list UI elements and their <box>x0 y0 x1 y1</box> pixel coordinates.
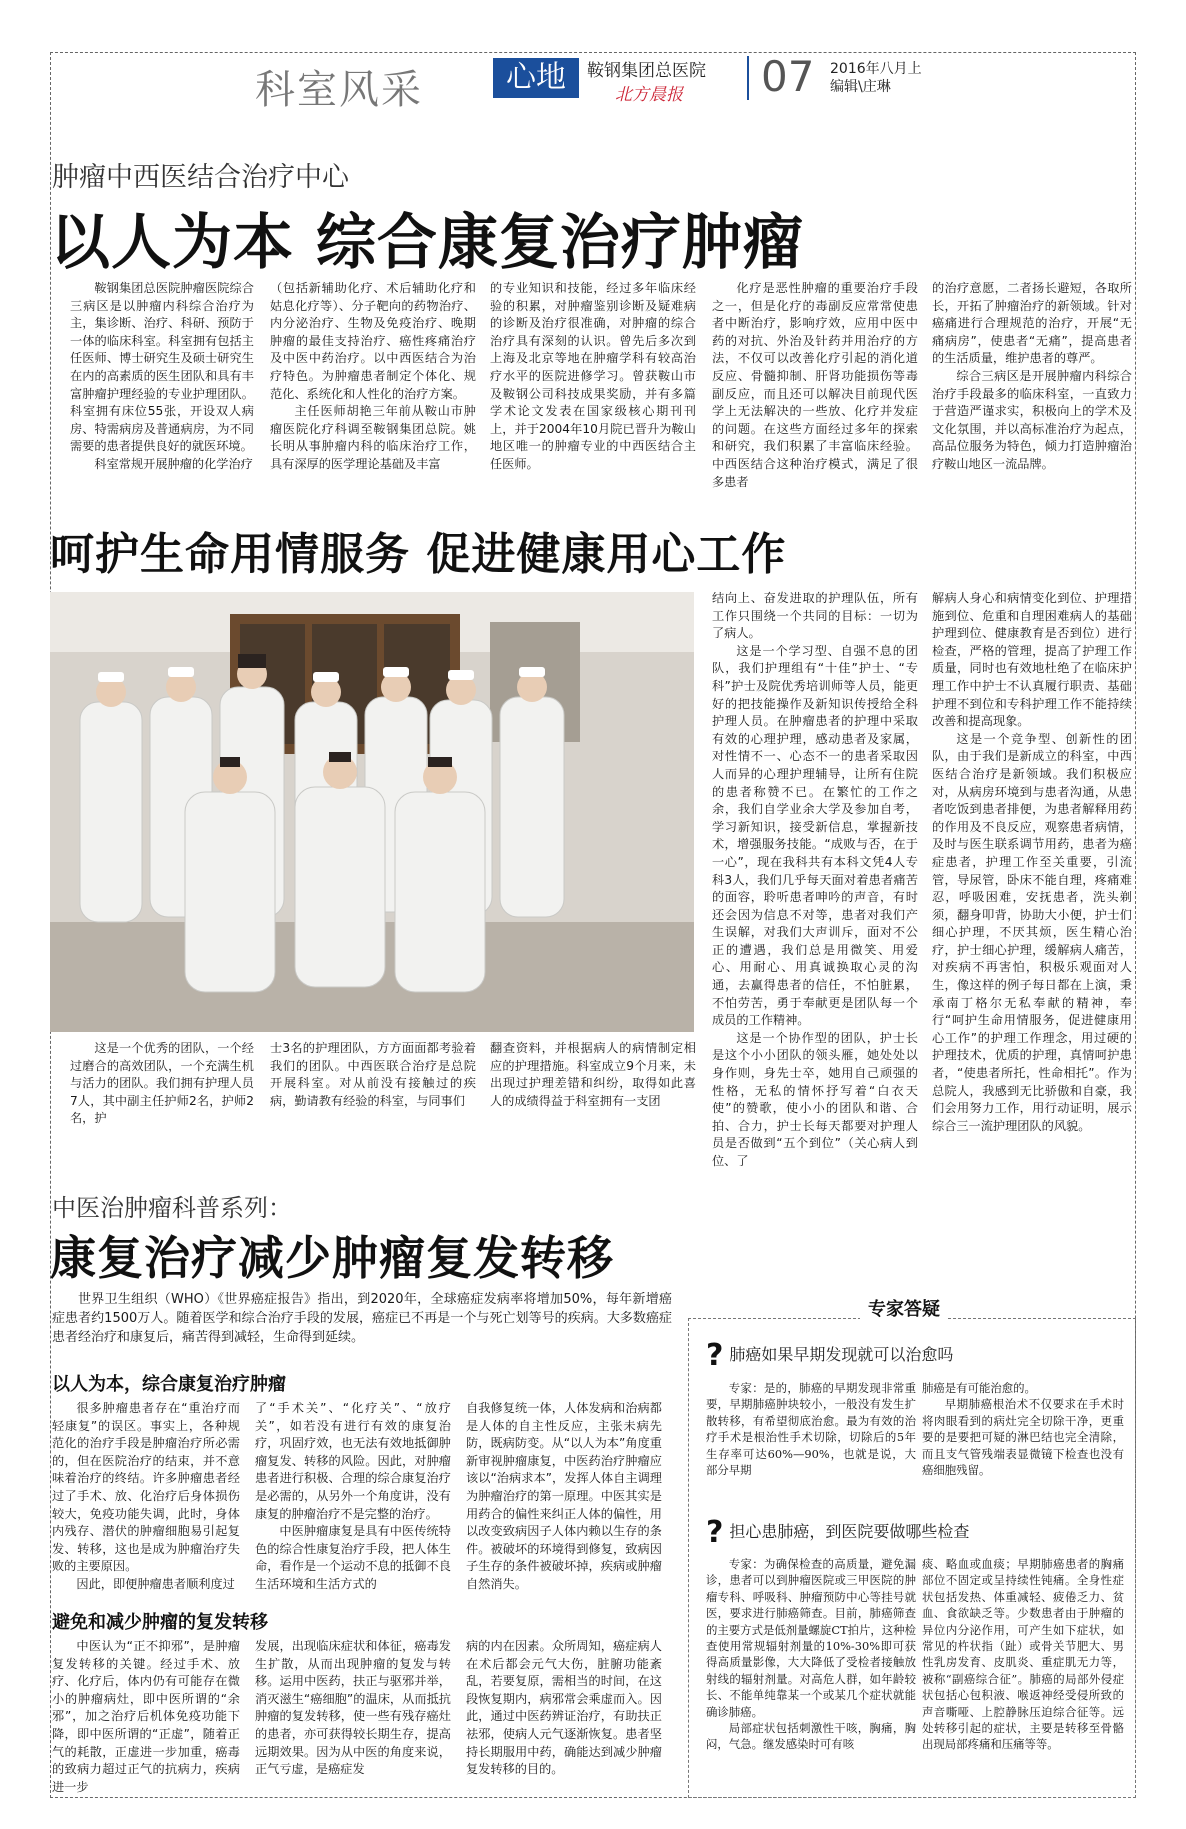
article2-column-5 <box>932 590 1132 1133</box>
paragraph: 发展，出现临床症状和体征，癌毒发生扩散，从而出现肿瘤的复发与转移。运用中医药，扶正与驱邪并举，消灭滋生“癌细胞”的温床，从而抵抗肿瘤的复发转移，使一些有残存癌灶的患者，亦可获得较长期生存，提高远期效果。因为从中医的角度来说，正气亏虚，是癌症发 <box>255 1639 451 1777</box>
article3-section1-column-2 <box>255 1400 451 1596</box>
team-photo <box>50 592 694 1032</box>
paragraph: 自我修复统一体，人体发病和治病都是人体的自主性反应，主张未病先防，既病防变。从“以人为本”角度重新审视肿瘤康复，中医药治疗肿瘤应该以“治病求本”，发挥人体自主调理为肿瘤治疗的第一原理。中医其实是用药合的偏性来纠正人体的偏性，用以改变致病因子人体内赖以生存的条件。被破坏的环境得到修复，致病因子生存的条件被破坏掉，疾病或肿瘤自然消失。 <box>466 1401 662 1591</box>
question-2 <box>706 1515 969 1550</box>
question-1 <box>706 1338 953 1373</box>
dateline <box>830 60 922 96</box>
paragraph: 世界卫生组织（WHO）《世界癌症报告》指出，到2020年，全球癌症发病率将增加50%，每年新增癌症患者约1500万人。随着医学和综合治疗手段的发展，癌症已不再是一个与死亡划等号的疾病。大多数癌症患者经治疗和康复后，痛苦得到减轻，生命得到延续。 <box>52 1292 672 1345</box>
article1-column-4 <box>712 280 918 489</box>
paragraph: 这是一个协作型的团队，护士长是这个小小团队的领头雁，她处处以身作则，身先士卒，她用自己顽强的性格，无私的情怀抒写着“白衣天使”的赞歌，使小小的团队和谐、合拍、合力，护士长每天都要对护理人员是否做到“五个到位”（关心病人到位、了 <box>712 1030 918 1168</box>
masthead-divider <box>747 56 749 100</box>
article2-caption-column-3 <box>490 1040 696 1112</box>
question-mark-icon: ? <box>706 1515 724 1550</box>
article3-subhead-2: 避免和减少肿瘤的复发转移 <box>52 1612 268 1633</box>
article1-column-3 <box>490 280 696 471</box>
question-1-text: 肺癌如果早期发现就可以治愈吗 <box>729 1345 954 1364</box>
answer-1-column-1 <box>706 1380 916 1510</box>
paragraph: 的治疗意愿，二者扬长避短，各取所长，开拓了肿瘤治疗的新领域。针对癌痛进行合理规范的治疗，开展“无痛病房”，使患者“无痛”，提高患者的生活质量，维护患者的尊严。 <box>932 281 1132 366</box>
paragraph: 中医肿瘤康复是具有中医传统特色的综合性康复治疗手段，把人体生命，看作是一个运动不息的抵御不良生活环境和生活方式的 <box>255 1524 451 1591</box>
paragraph: 肺癌是有可能治愈的。 <box>922 1381 1036 1395</box>
qa-title: 专家答疑 <box>860 1295 948 1321</box>
question-mark-icon: ? <box>706 1338 724 1373</box>
paragraph: 翻查资料，并根据病人的病情制定相应的护理措施。科室成立9个月来，未出现过护理差错和纠纷，取得如此喜人的成绩得益于科室拥有一支团 <box>490 1041 696 1108</box>
article3-section2-column-3 <box>466 1638 662 1796</box>
answer-2-column-1 <box>706 1556 916 1792</box>
paragraph: 科室常规开展肿瘤的化学治疗 <box>94 456 253 471</box>
newspaper-name: 北方晨报 <box>615 85 683 105</box>
paragraph: 这是一个竞争型、创新性的团队，由于我们是新成立的科室，中西医结合治疗是新领域。我们积极应对，从病房环境到与患者沟通，从患者吃饭到患者排便，为患者解释用药的作用及不良反应，观察患者病情，及时与医生联系调节用药，患者为癌症患者，护理工作至关重要，引流管，导尿管，卧床不能自理，疼痛难忍，呼吸困难，安抚患者，洗头剃须，翻身叩背，协助大小便，护士们细心护理，不厌其烦，医生精心治疗，护士细心护理，缓解病人痛苦，对疾病不再害怕，积极乐观面对人生，像这样的例子每日都在上演，秉承南丁格尔无私奉献的精神，奉行“呵护生命用情服务，促进健康用心工作”的护理工作理念，用过硬的护理技术，优质的护理，真情呵护患者，“使患者所托，性命相托”。作为总院人，我感到无比骄傲和自豪，我们会用努力工作，用行动证明，展示综合三一流护理团队的风貌。 <box>932 731 1132 1133</box>
article3-kicker: 中医治肿瘤科普系列： <box>52 1194 292 1222</box>
paragraph: 早期肺癌根治术不仅要求在手术时将肉眼看到的病灶完全切除干净，更重要的是要把可疑的淋巴结也完全清除，而且支气管残端表显微镜下检查也没有癌细胞残留。 <box>922 1397 1124 1478</box>
article3-lead <box>52 1290 672 1352</box>
paragraph: 专家：为确保检查的高质量，避免漏诊，患者可以到肿瘤医院或三甲医院的肿瘤专科、呼吸科、肿瘤预防中心等挂号就医，要求进行肺癌筛查。目前，肺癌筛查的主要方式是低剂量螺旋CT拍片，这种检查使用常规辐射剂量的10%-30%即可获得高质量影像，大大降低了受检者接触放射线的辐射剂量。对高危人群，如年龄较长、不能单纯靠某一个或某几个症状就能确诊肺癌。 <box>706 1557 916 1719</box>
article1-kicker: 肿瘤中西医结合治疗中心 <box>52 162 349 193</box>
article3-section1-column-3 <box>466 1400 662 1596</box>
paragraph: 中医认为“正不抑邪”，是肿瘤复发转移的关键。经过手术、放疗、化疗后，体内仍有可能存在微小的肿瘤病灶，即中医所谓的“余邪”，加之治疗后机体免疫功能下降，即中医所谓的“正虚”，随着正气的耗散，正虚进一步加重，癌毒的致病力超过正气的抗病力，疾病进一步 <box>52 1639 240 1794</box>
logo: 心地 <box>493 58 579 98</box>
paragraph: 结向上、奋发进取的护理队伍，所有工作只围绕一个共同的目标：一切为了病人。 <box>712 591 918 641</box>
paragraph: 的专业知识和技能，经过多年临床经验的积累，对肿瘤鉴别诊断及疑难病的诊断及治疗很准确，对肿瘤的综合治疗具有深刻的认识。曾先后多次到上海及北京等地在肿瘤学科有较高治疗水平的医院进修学习。曾获鞍山市及鞍钢公司科技成果奖励，并有多篇学术论文发表在国家级核心期刊刊上，并于2004年10月院已晋升为鞍山地区唯一的肿瘤专业的中西医结合主任医师。 <box>490 281 696 471</box>
paragraph: 专家：是的，肺癌的早期发现非常重要，早期肺癌肿块较小，一般没有发生扩散转移，有希望彻底治愈。最为有效的治疗手术是根治性手术切除，切除后的5年生存率可达60%—90%，也就是说，大部分早期 <box>706 1381 916 1478</box>
section-name: 科室风采 <box>255 67 423 113</box>
paragraph: 很多肿瘤患者存在“重治疗而轻康复”的误区。事实上，各种规范化的治疗手段是肿瘤治疗所必需的，但在医院治疗的结束，并不意味着治疗的终结。许多肿瘤患者经过了手术、放、化治疗后身体损伤较大，免疫功能失调，此时，身体内残存、潜伏的肿瘤细胞易引起复发、转移，这也是成为肿瘤治疗失败的主要原因。 <box>52 1401 240 1574</box>
article2-headline: 呵护生命用情服务 促进健康用心工作 <box>50 529 787 580</box>
answer-2-column-2 <box>922 1556 1124 1792</box>
paragraph: 鞍钢集团总医院肿瘤医院综合三病区是以肿瘤内科综合治疗为主，集诊断、治疗、科研、预防于一体的临床科室。科室拥有包括主任医师、博士研究生及硕士研究生在内的高素质的医生团队和具有丰富肿瘤护理经验的专业护理团队。科室拥有床位55张，开设双人病房、特需病房及普通病房，为不同需要的患者提供良好的就医环境。 <box>70 281 254 454</box>
article1-headline: 以人为本 综合康复治疗肿瘤 <box>50 208 804 278</box>
article3-section1-column-1 <box>52 1400 240 1596</box>
paragraph: 病的内在因素。众所周知，癌症病人在术后都会元气大伤，脏腑功能紊乱，若要复原，需相当的时间，在这段恢复期内，病邪常会乘虚而入。因此，通过中医药辨证治疗，有助扶正祛邪，使病人元气逐渐恢复。患者坚持长期服用中药，确能达到减少肿瘤复发转移的目的。 <box>466 1639 662 1777</box>
answer-1-column-2 <box>922 1380 1124 1510</box>
page-number: 07 <box>761 52 815 101</box>
paragraph: 这是一个学习型、自强不息的团队，我们护理组有“十佳”护士、“专科”护士及院优秀培训师等人员，能更好的把技能操作及新知识传授给全科护理人员。在肿瘤患者的护理中采取有效的心理护理，感动患者及家属，对性情不一、心态不一的患者采取因人而异的心理护理辅导，让所有住院的患者称赞不已。在繁忙的工作之余，我们自学业余大学及参加自考，学习新知识，接受新信息，掌握新技术，增强服务技能。“成败与否，在于一心”，现在我科共有本科文凭4人专科3人，我们几乎每天面对着患者痛苦的面容，聆听患者呻吟的声音，有时还会因为信息不对等，患者对我们产生误解，对我们大声训斥，面对不公正的遭遇，我们总是用微笑、用爱心、用耐心、用真诚换取心灵的沟通，去赢得患者的信任，不怕脏累，不怕劳苦，勇于奉献更是团队每一个成员的工作精神。 <box>712 643 918 1028</box>
article3-section2-column-1 <box>52 1638 240 1796</box>
hospital-name: 鞍钢集团总医院 <box>587 61 706 81</box>
article3-section2-column-2 <box>255 1638 451 1796</box>
article2-caption-column-2 <box>270 1040 476 1112</box>
issue-date: 2016年八月上 <box>830 61 922 77</box>
paragraph: 士3名的护理团队，方方面面都考验着我们的团队。中西医联合治疗是总院开展科室。对从前没有接触过的疾病，勤请教有经验的科室，与同事们 <box>270 1041 476 1108</box>
article2-column-4 <box>712 590 918 1168</box>
paragraph: （包括新辅助化疗、术后辅助化疗和姑息化疗等）、分子靶向的药物治疗、内分泌治疗、生物及免疫治疗、晚期肿瘤的最佳支持治疗、癌性疼痛治疗及中医中药治疗。以中西医结合为治疗特色。为肿瘤患者制定个体化、规范化、系统化和人性化的治疗方案。 <box>270 281 476 401</box>
masthead <box>50 52 1136 113</box>
article1-column-5 <box>932 280 1132 471</box>
article3-subhead-1: 以人为本，综合康复治疗肿瘤 <box>52 1374 286 1395</box>
article1-column-2 <box>270 280 476 471</box>
paragraph: 化疗是恶性肿瘤的重要治疗手段之一，但是化疗的毒副反应常常使患者中断治疗，影响疗效，应用中医中药的对抗、外治及针药并用治疗的方法，不仅可以改善化疗引起的消化道反应、骨髓抑制、肝肾功能损伤等毒副反应，而且还可以解决目前现代医学上无法解决的一些放、化疗并发症的问题。在这些方面经过多年的探索和研究，我们积累了丰富临床经验。中西医结合这种治疗模式，满足了很多患者 <box>712 281 918 489</box>
question-2-text: 担心患肺癌，到医院要做哪些检查 <box>729 1522 970 1541</box>
paragraph: 主任医师胡艳三年前从鞍山市肿瘤医院化疗科调至鞍钢集团总院。姚长明从事肿瘤内科的临床治疗工作，具有深厚的医学理论基础及丰富 <box>270 404 476 471</box>
paragraph: 解病人身心和病情变化到位、护理措施到位、危重和自理困难病人的基础护理到位、健康教育是否到位）进行检查，严格的管理，提高了护理工作质量，同时也有效地杜绝了在临床护理工作中护士不认真履行职责、基础护理不到位和专科护理工作不能持续改善和提高现象。 <box>932 591 1132 729</box>
paragraph: 局部症状包括刺激性干咳，胸痛，胸闷，气急。继发感染时可有咳 <box>706 1721 916 1752</box>
article1-column-1 <box>70 280 254 471</box>
article3-headline: 康复治疗减少肿瘤复发转移 <box>50 1231 614 1285</box>
paragraph: 综合三病区是开展肿瘤内科综合治疗手段最多的临床科室，一直致力于营造严谨求实，积极向上的学术及文化氛围，并以高标准治疗为起点，高品位服务为特色，倾力打造肿瘤治疗鞍山地区一流品牌。 <box>932 368 1132 471</box>
paragraph: 因此，即便肿瘤患者顺利度过 <box>76 1576 235 1591</box>
paragraph: 了“手术关”、“化疗关”、“放疗关”，如若没有进行有效的康复治疗，巩固疗效，也无法有效地抵御肿瘤复发、转移的风险。因此，对肿瘤患者进行积极、合理的综合康复治疗是必需的，从另外一个角度讲，没有康复的肿瘤治疗不是完整的治疗。 <box>255 1401 451 1521</box>
editor-credit: 编辑\庄琳 <box>830 79 891 95</box>
paragraph: 痰、略血或血痰；早期肺癌患者的胸痛部位不固定或呈持续性钝痛。全身性症状包括发热、体重减轻、疲倦乏力、贫血、食欲缺乏等。少数患者由于肿瘤的异位内分泌作用，可产生如下症状，如常见的杵状指（趾）或骨关节肥大、男性乳房发育、皮肌炎、重症肌无力等，被称“副癌综合征”。肺癌的局部外侵症状包括心包积液、喉返神经受侵所致的声音嘶哑、上腔静脉压迫综合征等。远处转移引起的症状，主要是转移至骨骼出现局部疼痛和压痛等等。 <box>922 1557 1124 1752</box>
team-photo-image <box>50 592 694 1032</box>
article2-caption-column-1 <box>70 1040 254 1126</box>
paragraph: 这是一个优秀的团队，一个经过磨合的高效团队，一个充满生机与活力的团队。我们拥有护理人员7人，其中副主任护师2名，护师2名，护 <box>70 1041 254 1126</box>
